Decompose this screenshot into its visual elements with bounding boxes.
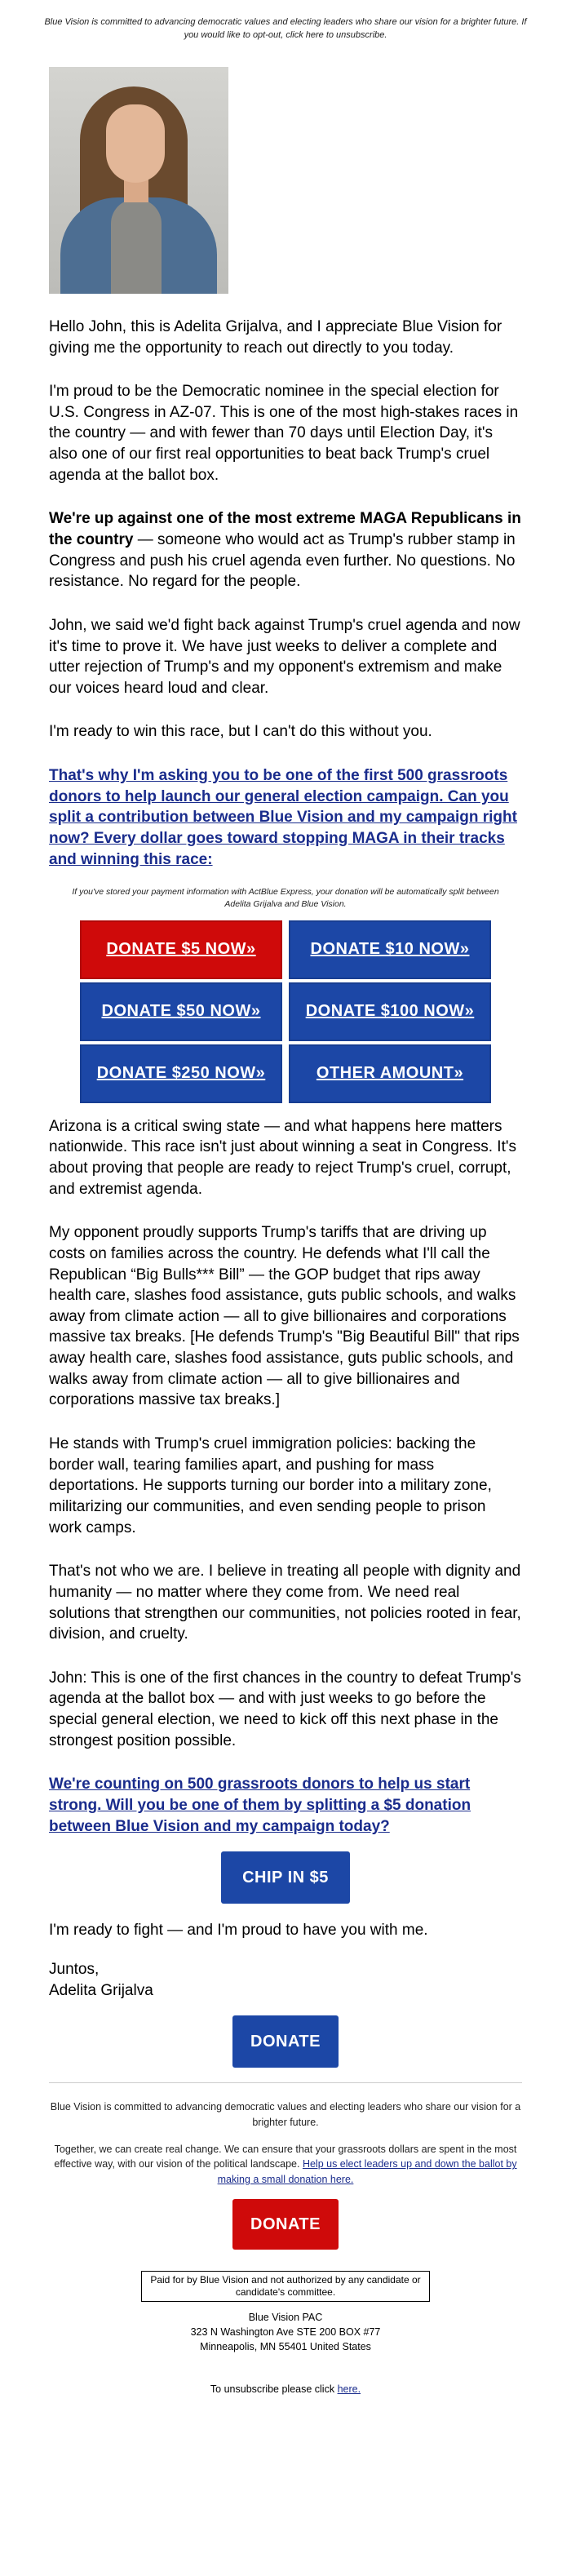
- opponent-paragraph: [49, 508, 522, 592]
- opponent-rest-text: — someone who would act as Trump's rubber stamp in Congress and push his cruel agenda even further. No questions. No resistance. No regard for the people.: [49, 531, 516, 591]
- donate-button-grid: [80, 920, 491, 1103]
- org-name: Blue Vision PAC: [248, 2311, 323, 2323]
- nominee-paragraph: I'm proud to be the Democratic nominee in the special election for U.S. Congress in AZ-07. This is one of the most high-stakes races in the country — and with fewer than 70 days until Election Day, it's also one of our first real opportunities to beat back Trump's cruel agenda at the ballot box.: [49, 383, 519, 484]
- footer-together-text: Together, we can create real change. We can ensure that your grassroots dollars are spent in the most effective way, with our vision of the political landscape.: [54, 2143, 517, 2170]
- donate-250-button[interactable]: DONATE $250 NOW»: [80, 1044, 282, 1103]
- mailing-address: [0, 2310, 571, 2354]
- header-disclaimer: [41, 16, 530, 42]
- footer-unsubscribe-link[interactable]: here.: [337, 2383, 361, 2396]
- donate-button[interactable]: DONATE: [232, 2015, 339, 2068]
- address-line-2: Minneapolis, MN 55401 United States: [200, 2341, 371, 2353]
- donate-50-button[interactable]: DONATE $50 NOW»: [80, 982, 282, 1041]
- donate-10-button[interactable]: DONATE $10 NOW»: [289, 920, 491, 979]
- footer-unsubscribe: [0, 2383, 571, 2395]
- donate-5-button[interactable]: DONATE $5 NOW»: [80, 920, 282, 979]
- footer-unsubscribe-text: To unsubscribe please click: [210, 2383, 338, 2396]
- opponent-bold-text: We're up against one of the most extreme MAGA Republicans in the country: [49, 510, 521, 548]
- footer-mission: Blue Vision is committed to advancing democratic values and electing leaders who share our vision for a brighter future.: [50, 2101, 521, 2128]
- signoff: [49, 1959, 522, 2001]
- donation-ask-link[interactable]: That's why I'm asking you to be one of the first 500 grassroots donors to help launch our general election campaign. Can you split a contribution between Blue Vision and my campaign right now? Every dollar goes toward stopping MAGA in their tracks and winning this race:: [49, 767, 517, 868]
- immigration-paragraph: He stands with Trump's cruel immigration policies: backing the border wall, tearing families apart, and pushing for mass deportations. He supports turning our border into a military zone, militarizing our communities, and even sending people to prison work camps.: [49, 1435, 492, 1536]
- address-line-1: 323 N Washington Ave STE 200 BOX #77: [190, 2326, 381, 2339]
- actblue-note: If you've stored your payment information with ActBlue Express, your donation will be automatically split between Adelita Grijalva and Blue Vision.: [72, 887, 499, 910]
- footer-divider: [49, 2082, 522, 2083]
- ready-to-fight-paragraph: I'm ready to fight — and I'm proud to have you with me.: [49, 1922, 428, 1940]
- greeting-paragraph: Hello John, this is Adelita Grijalva, and I appreciate Blue Vision for giving me the opportunity to reach out directly to you today.: [49, 317, 502, 357]
- footer-donation-link[interactable]: Help us elect leaders up and down the ballot by making a small donation here.: [217, 2158, 517, 2186]
- ready-paragraph: I'm ready to win this race, but I can't do this without you.: [49, 723, 432, 741]
- signoff-name: Adelita Grijalva: [49, 1981, 153, 1999]
- paid-for-disclaimer: Paid for by Blue Vision and not authorized by any candidate or candidate's committee.: [141, 2271, 430, 2302]
- footer-together: [0, 2142, 571, 2188]
- grassroots-ask-link[interactable]: We're counting on 500 grassroots donors to help us start strong. Will you be one of them by splitting a $5 donation between Blue Vision and my campaign today?: [49, 1776, 471, 1835]
- donate-100-button[interactable]: DONATE $100 NOW»: [289, 982, 491, 1041]
- fight-back-paragraph: John, we said we'd fight back against Trump's cruel agenda and now it's time to prove it. We have just weeks to deliver a complete and utter rejection of Trump's and my opponent's extremism and make our voices heard loud and clear.: [49, 616, 520, 697]
- signoff-juntos: Juntos,: [49, 1960, 100, 1978]
- email-page: [0, 16, 571, 2395]
- email-body: [0, 67, 571, 2068]
- chip-in-button[interactable]: CHIP IN $5: [221, 1851, 350, 1904]
- swing-state-paragraph: Arizona is a critical swing state — and what happens here matters nationwide. This race isn't just about winning a seat in Congress. It's about proving that people are ready to reject Trump's cruel, corrupt, and extremist agenda.: [49, 1117, 516, 1198]
- first-chances-paragraph: John: This is one of the first chances in the country to defeat Trump's agenda at the ballot box — and with just weeks to go before the special general election, we need to kick off this next phase in the strongest position possible.: [49, 1669, 521, 1749]
- tariffs-paragraph: My opponent proudly supports Trump's tariffs that are driving up costs on families across the country. He defends what I'll call the Republican “Big Bulls*** Bill” — the GOP budget that rips away health care, slashes food assistance, guts public schools, and walks away from climate action — all to give billionaires and corporations massive tax breaks. [He defends Trump's "Big Beautiful Bill" that rips away health care, slashes food assistance, guts public schools, and walks away from climate action — all to give billionaires and corporations massive tax breaks.]: [49, 1224, 520, 1409]
- header-unsubscribe-link[interactable]: click here to unsubscribe.: [286, 29, 387, 40]
- values-paragraph: That's not who we are. I believe in treating all people with dignity and humanity — no matter where they come from. We need real solutions that strengthen our communities, not policies rooted in fear, division, and cruelty.: [49, 1563, 521, 1643]
- footer-donate-button[interactable]: DONATE: [232, 2199, 339, 2250]
- other-amount-button[interactable]: OTHER AMOUNT»: [289, 1044, 491, 1103]
- candidate-photo: [49, 67, 228, 294]
- header-disclaimer-text: Blue Vision is committed to advancing democratic values and electing leaders who share our vision for a brighter future. If you would like to opt-out,: [44, 17, 527, 40]
